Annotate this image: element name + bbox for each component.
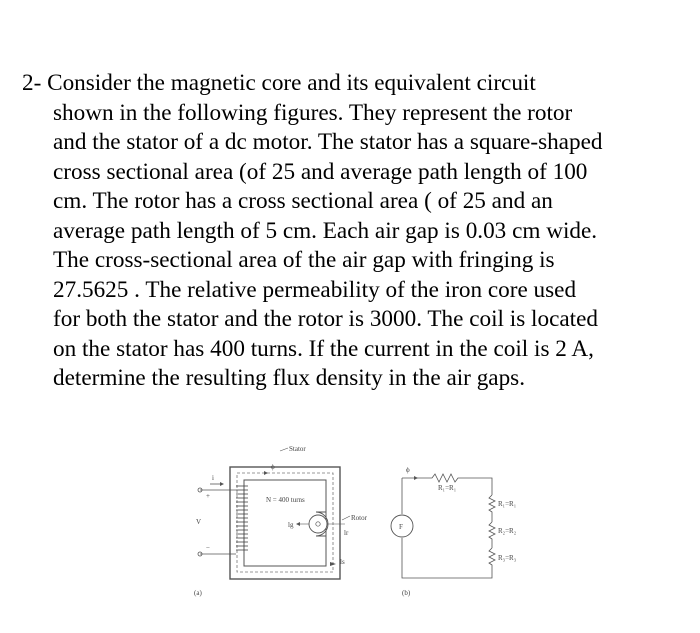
rotor-leader [342, 516, 350, 520]
problem-text [22, 69, 692, 394]
flux-arrow [264, 471, 268, 475]
rotor [309, 515, 327, 533]
lr-label: lr [344, 529, 349, 537]
source-label: F [399, 523, 403, 531]
rotor-label: Rotor [351, 514, 367, 522]
resistor-3 [402, 538, 495, 578]
problem-line: The cross-sectional area of the air gap with fringing is [53, 247, 555, 273]
problem-line: determine the resulting flux density in the air gaps. [53, 365, 526, 391]
resistor-1 [489, 495, 495, 522]
problem-line: shown in the following figures. They represent the rotor [53, 99, 573, 126]
part-b-label: (b) [402, 589, 411, 597]
r-top-label: R₁=R₁ [438, 484, 457, 492]
r1-label: R₁=R₁ [498, 500, 517, 508]
minus-label: − [206, 544, 210, 552]
ls-label: ls [340, 558, 345, 566]
flux-label-b: ϕ [406, 466, 410, 474]
problem-line: and the stator of a dc motor. The stator has a square-shaped [53, 129, 603, 155]
lg-label: lg [288, 521, 294, 529]
flux-arrow-b [414, 476, 418, 480]
problem-line: for both the stator and the rotor is 3000. The coil is located [53, 306, 598, 332]
voltage-label: V [196, 518, 202, 526]
stator-label: Stator [289, 445, 306, 453]
stator-leader [280, 448, 288, 451]
r3-label: R₃=R₃ [498, 554, 517, 562]
plus-label: + [206, 492, 210, 500]
problem-line: 2- Consider the magnetic core and its equivalent circuit [22, 70, 536, 96]
current-label: i [212, 474, 214, 482]
problem-line: cm. The rotor has a cross sectional area ( of 25 and an [53, 188, 553, 214]
resistor-2 [489, 522, 495, 548]
problem-line: on the stator has 400 turns. If the current in the coil is 2 A, [53, 335, 594, 362]
flux-label-a: ϕ [271, 463, 275, 471]
part-a-label: (a) [194, 589, 202, 597]
problem-line: average path length of 5 cm. Each air gap is 0.03 cm wide. [53, 217, 598, 244]
motor-figure [180, 440, 540, 610]
equivalent-circuit [391, 466, 517, 597]
coil [236, 486, 248, 550]
problem-line: cross sectional area (of 25 and average path length of 100 [53, 158, 588, 185]
magnetic-core-diagram [194, 445, 368, 597]
r2-label: R₂=R₂ [498, 527, 517, 535]
problem-line: 27.5625 . The relative permeability of the iron core used [53, 276, 577, 303]
turns-label: N = 400 turns [266, 496, 305, 504]
